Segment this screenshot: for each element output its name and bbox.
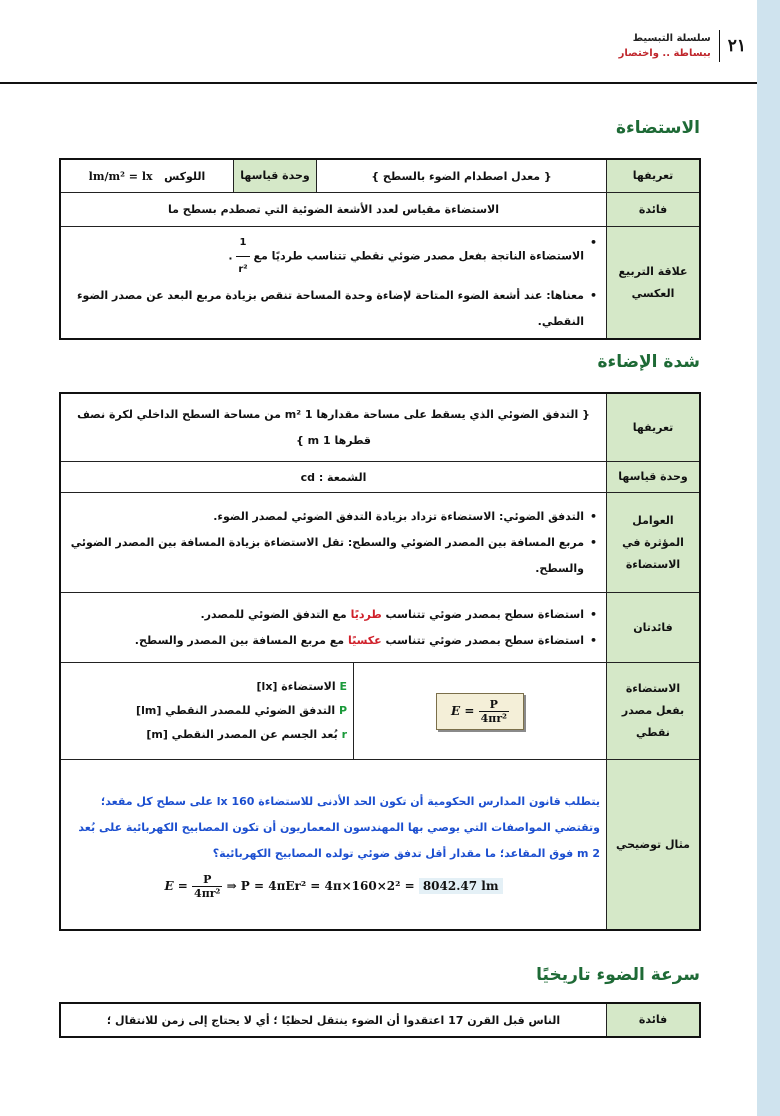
definition-label: تعريفها [607,160,700,193]
benefit-text: الاستضاءة مقياس لعدد الأشعة الضوئية التي تصطدم بسطح ما [61,193,607,227]
benefit-item-2: • استضاءة سطح بمصدر ضوئي تتناسب عكسيًا مع مربع المسافة بين المصدر والسطح. [67,628,584,654]
unit-text-2: الشمعة : cd [61,462,607,493]
section-title-luminous-intensity: شدة الإضاءة [597,352,700,372]
section-title-speed-of-light: سرعة الضوء تاريخيًا [536,965,700,985]
example-calculation: E = $\frac{P}{\text{4πr²}}$ ⇒ P = 4πEr² = 4π×160×2² = 8042.47 lm [67,873,600,900]
variables-list [61,663,354,760]
example-label: مثال توضيحي [607,760,700,930]
unit-cell [61,160,234,193]
factor-item-2: • مربع المسافة بين المصدر الضوئي والسطح: تقل الاستضاءة بزيادة المسافة بين المصدر الضوئي والسطح. [67,530,584,582]
factor-item-1: • التدفق الضوئي: الاستضاءة تزداد بزيادة التدفق الضوئي لمصدر الضوء. [67,504,584,530]
var-r: r بُعد الجسم عن المصدر النقطي [m] [146,728,347,741]
series-name: سلسلة التبسيط [632,33,711,44]
var-e: E الاستضاءة [lx] [256,680,347,693]
page-number: ٢١ [727,36,746,56]
definition-text-2: { التدفق الضوئي الذي يسقط على مساحة مقدارها 1 m² من مساحة السطح الداخلي لكرة نصف قطرها 1 m } [61,394,607,462]
benefits-label: فائدتان [607,593,700,663]
factors-label: العوامل المؤثرة في الاستضاءة [607,493,700,593]
example-text: يتطلب قانون المدارس الحكومية أن تكون الحد الأدنى للاستضاءة 160 lx على سطح كل مقعد؛ وتقتضي المواصفات التي يوصي بها المهندسون المعماريون أن تكون المصابيح الكهربائية على بُعد 2 m فوق المقاعد؛ ما مقدار أقل تدفق ضوئي تولده المصابيح الكهربائية؟ [78,795,600,860]
side-color-strip [757,0,780,1116]
unit-value: lm/m² = lx [88,169,153,183]
series-title [619,31,711,61]
page-header [619,30,746,62]
var-p: P التدفق الضوئي للمصدر النقطي [lm] [136,704,347,717]
factors-content [61,493,607,593]
inverse-square-label: علاقة التربيع العكسي [607,227,700,339]
benefit-label-3: فائدة [607,1004,700,1037]
definition-label-2: تعريفها [607,394,700,462]
point-source-label: الاستضاءة بفعل مصدر نقطي [607,663,700,760]
relation-item-2: • معناها: عند أشعة الضوء المتاحة لإضاءة وحدة المساحة تنقص بزيادة مربع البعد عن مصدر الضوء النقطي. [67,283,584,335]
series-tagline: ببساطة .. واختصار [618,48,711,59]
example-answer: 8042.47 lm [419,878,503,894]
definition-text: { معدل اصطدام الضوء بالسطح } [317,160,607,193]
speed-of-light-table [60,1003,700,1037]
unit-name: اللوكس [164,169,206,183]
relation-fraction: $\frac{1}{\text{r²}}$ [236,230,249,283]
header-divider [719,30,720,62]
direct-highlight: طرديًا [350,607,382,621]
unit-label: وحدة قياسها [234,160,317,193]
relation-item-1: • الاستضاءة الناتجة بفعل مصدر ضوئي نقطي تتناسب طرديًا مع $\frac{1}{\text{r²}}$ . [67,230,584,283]
benefits-content [61,593,607,663]
inverse-highlight: عكسيًا [347,633,382,647]
benefit-item-1: • استضاءة سطح بمصدر ضوئي تتناسب طرديًا مع التدفق الضوئي للمصدر. [67,602,584,628]
luminous-intensity-table [60,393,700,930]
section-title-illuminance: الاستضاءة [615,118,700,138]
benefit-text-3: الناس قبل القرن 17 اعتقدوا أن الضوء ينتقل لحظيًا ؛ أي لا يحتاج إلى زمن للانتقال ؛ [61,1004,607,1037]
inverse-square-content [61,227,607,339]
benefit-label: فائدة [607,193,700,227]
example-content [61,760,607,930]
header-rule [0,82,757,84]
formula-cell [354,663,607,760]
unit-label-2: وحدة قياسها [607,462,700,493]
formula-box: E = $\frac{P}{\text{4πr²}}$ [436,693,524,730]
illuminance-table [60,159,700,339]
